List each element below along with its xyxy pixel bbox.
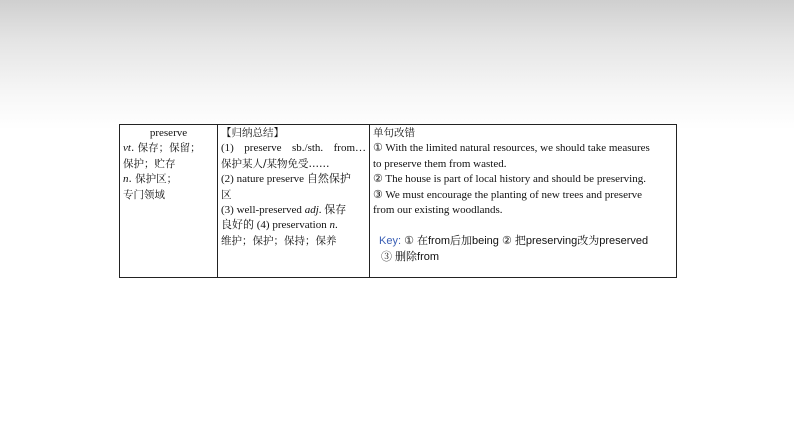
summary-item-2-end: 区 bbox=[221, 188, 232, 201]
summary-cell bbox=[218, 125, 370, 278]
summary-header: 【归纳总结】 bbox=[221, 127, 284, 139]
definition-vt-cont: 保护；贮存 bbox=[123, 157, 176, 170]
answer-key-label: Key: bbox=[379, 235, 402, 248]
answer-key-cont: ③ 删除from bbox=[381, 250, 440, 263]
word-definition-cell bbox=[120, 125, 218, 278]
exercise-sentence-3: ③ We must encourage the planting of new trees and preserve bbox=[373, 188, 643, 201]
exercise-header: 单句改错 bbox=[373, 127, 415, 139]
exercise-sentence-1: ① With the limited natural resources, we should take measures bbox=[373, 142, 650, 155]
vocabulary-table bbox=[119, 124, 677, 278]
spacer bbox=[373, 218, 673, 234]
answer-key-text: ① 在from后加being ② 把preserving改为preserved bbox=[401, 235, 649, 248]
definition-n: n. 保护区； bbox=[123, 173, 178, 186]
summary-item-4: 良好的 (4) preservation n. bbox=[221, 219, 338, 232]
summary-item-4-cn: 维护；保护；保持；保养 bbox=[221, 234, 337, 247]
exercise-sentence-2: ② The house is part of local history and should be preserving. bbox=[373, 173, 646, 186]
answer-key bbox=[373, 234, 673, 249]
exercise-sentence-3-cont: from our existing woodlands. bbox=[373, 204, 503, 217]
table-row bbox=[120, 125, 677, 278]
headword: preserve bbox=[149, 127, 188, 139]
summary-item-1-cn: 保护某人/某物免受…… bbox=[221, 157, 330, 170]
definition-vt: vt. 保存；保留； bbox=[123, 142, 201, 155]
error-correction-cell bbox=[370, 125, 677, 278]
summary-item-2: (2) nature preserve 自然保护 bbox=[221, 173, 351, 186]
summary-item-1: (1) preserve sb./sth. from… bbox=[221, 142, 366, 155]
summary-item-3: (3) well-preserved adj. 保存 bbox=[221, 204, 347, 217]
exercise-sentence-1-cont: to preserve them from wasted. bbox=[373, 157, 507, 170]
definition-n-cont: 专门领域 bbox=[123, 188, 165, 201]
